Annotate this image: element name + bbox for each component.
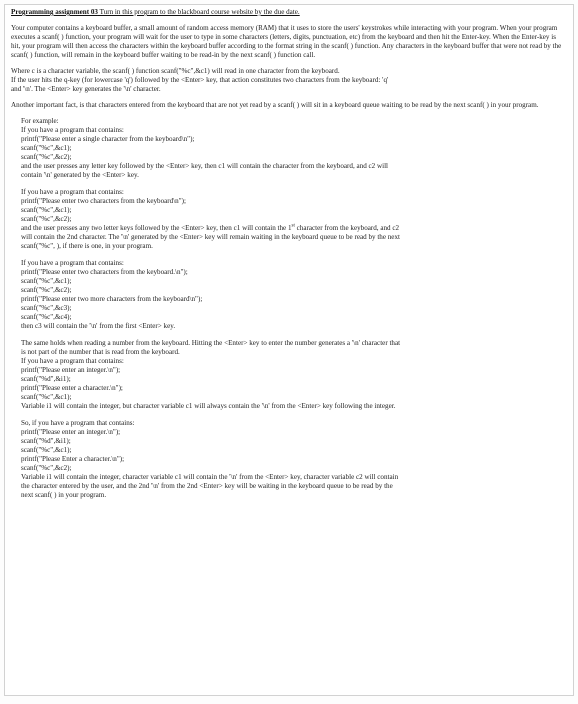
code-line: scanf("%c",&c1); (21, 206, 72, 214)
assignment-title-rest: Turn in this program to the blackboard course website by the due date. (97, 8, 300, 16)
text-line: contain '\n' generated by the <Enter> key. (21, 171, 139, 179)
text-line: If you have a program that contains: (21, 126, 124, 134)
text-line: Where c is a character variable, the scanf( ) function scanf("%c",&c1) will read in one character from the keyboard. (11, 67, 340, 75)
code-line: printf("Please enter a character.\n"); (21, 384, 123, 392)
example-block-3 (21, 259, 565, 331)
scanf-paragraph (11, 67, 565, 94)
code-line: printf("Please enter two characters from the keyboard\n"); (21, 197, 186, 205)
code-line: scanf("%c",&c1); (21, 393, 72, 401)
text-line: will contain the 2nd character. The '\n' generated by the <Enter> key will remain waiting in the keyboard queue to be read by the next (21, 233, 400, 241)
intro-paragraph: Your computer contains a keyboard buffer, a small amount of random access memory (RAM) that it uses to store the users' keystrokes while interacting with your program. When your program executes a scanf( ) function, your program will wait for the user to type in some characters (letters, digits, punctuation, etc) from the keyboard and then hit the Enter-key. When the Enter-key is hit, your program will then access the characters within the keyboard buffer according to the format string in the scanf( ) function. Any characters in the keyboard buffer that were not read by the scanf( ) function, will remain in the keyboard buffer waiting to be read-in by the next scanf( ) function call. (11, 24, 562, 59)
code-line: printf("Please enter a single character from the keyboard\n"); (21, 135, 195, 143)
text-line: So, if you have a program that contains: (21, 419, 135, 427)
code-line: printf("Please Enter a character.\n"); (21, 455, 125, 463)
text-line: If you have a program that contains: (21, 357, 124, 365)
example-block-4 (21, 339, 565, 411)
text-line: Variable i1 will contain the integer, but character variable c1 will always contain the '\n' from the <Enter> key following the integer. (21, 402, 396, 410)
assignment-title (11, 8, 565, 17)
document-page (4, 4, 574, 696)
text-line (21, 224, 399, 232)
important-paragraph: Another important fact, is that characters entered from the keyboard that are not yet read by a scanf( ) will sit in a keyboard queue waiting to be read by the next scanf( ) in your program. (11, 101, 539, 109)
code-line: printf("Please enter an integer.\n"); (21, 366, 121, 374)
text-line: then c3 will contain the '\n' from the first <Enter> key. (21, 322, 176, 330)
code-line: scanf("%c",&c2); (21, 464, 72, 472)
code-line: scanf("%c",&c2); (21, 153, 72, 161)
text-line: the character entered by the user, and the 2nd '\n' from the 2nd <Enter> key will be waiting in the keyboard queue to be read by the (21, 482, 393, 490)
text-line: is not part of the number that is read from the keyboard. (21, 348, 180, 356)
text-line: If you have a program that contains: (21, 259, 124, 267)
text-line: For example: (21, 117, 59, 125)
assignment-title-bold: Programming assignment 03 (11, 8, 98, 16)
text-line: If the user hits the q-key (for lowercase 'q') followed by the <Enter> key, that action constitutes two characters from the keyboard: 'q' (11, 76, 389, 84)
code-line: scanf("%c",&c1); (21, 144, 72, 152)
code-line: scanf("%c",&c1); (21, 446, 72, 454)
code-line: scanf("%c",&c4); (21, 313, 72, 321)
code-line: printf("Please enter an integer.\n"); (21, 428, 121, 436)
text-line: next scanf( ) in your program. (21, 491, 107, 499)
example-block-5 (21, 419, 565, 500)
code-line: scanf("%d",&i1); (21, 437, 71, 445)
code-line: scanf("%c",&c2); (21, 215, 72, 223)
code-line: scanf("%c",&c2); (21, 286, 72, 294)
superscript: st (291, 223, 295, 229)
text-line: and '\n'. The <Enter> key generates the '\n' character. (11, 85, 161, 93)
text-line: and the user presses any letter key followed by the <Enter> key, then c1 will contain the character from the keyboard, and c2 will (21, 162, 389, 170)
code-line: scanf("%d",&i1); (21, 375, 71, 383)
text-line: If you have a program that contains: (21, 188, 124, 196)
example-block-2 (21, 188, 565, 251)
text-line: scanf("%c", ), if there is one, in your program. (21, 242, 153, 250)
code-line: printf("Please enter two characters from the keyboard.\n"); (21, 268, 188, 276)
text-segment: character from the keyboard, and c2 (294, 224, 400, 232)
code-line: printf("Please enter two more characters from the keyboard\n"); (21, 295, 203, 303)
code-line: scanf("%c",&c1); (21, 277, 72, 285)
text-line: The same holds when reading a number from the keyboard. Hitting the <Enter> key to enter the number generates a '\n' character that (21, 339, 401, 347)
text-line: Variable i1 will contain the integer, character variable c1 will contain the '\n' from the <Enter> key, character variable c2 will contain (21, 473, 399, 481)
example-block-1 (21, 117, 565, 180)
code-line: scanf("%c",&c3); (21, 304, 72, 312)
text-segment: and the user presses any two letter keys followed by the <Enter> key, then c1 will contain the 1 (21, 224, 292, 232)
